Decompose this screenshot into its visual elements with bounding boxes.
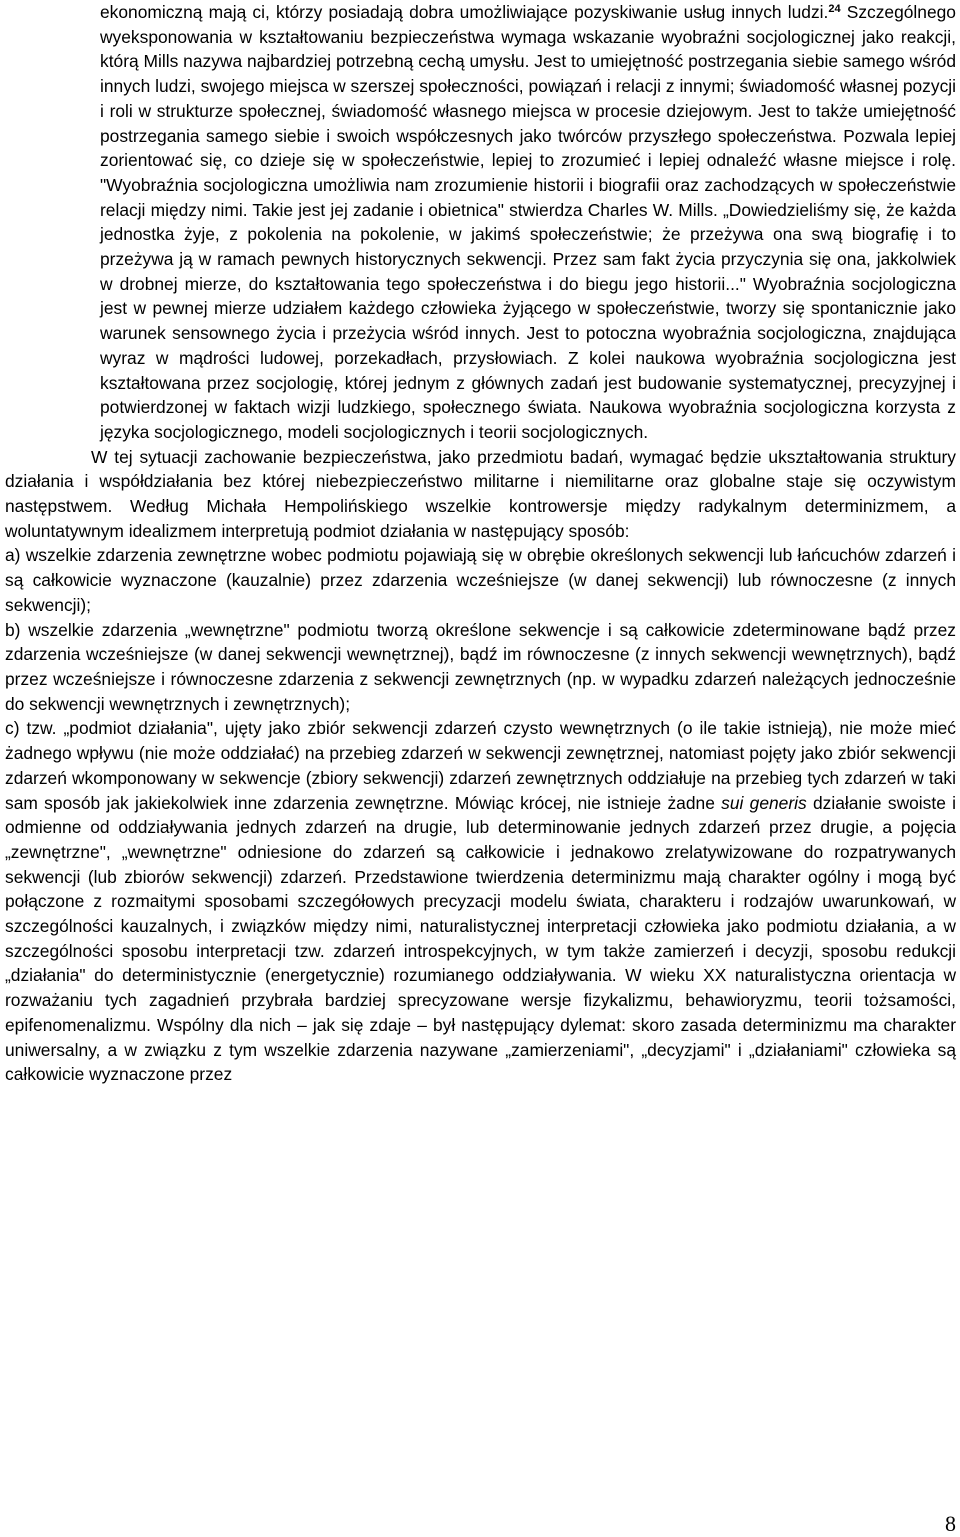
page-number: 8 [945,1511,956,1536]
footnote-reference[interactable]: 24 [828,3,841,15]
item-c-after: działanie swoiste i odmienne od oddziaływania jednych zdarzeń na drugie, lub determinowanie jednych zdarzeń przez drugie, a pojęcia „zewnętrzne", „wewnętrzne" odniesione do zdarzeń są całkowicie i jednakowo zrelatywizowane do rozpatrywanych sekwencji (lub zbiorów sekwencji) zdarzeń. Przedstawione twierdzenia determinizmu mają charakter ogólny i mogą być połączone z rozmaitymi sposobami szczegółowych precyzacji modelu świata, charakteru i rodzajów uwarunkowań, w szczególności kauzalnych, i związków między nimi, naturalistycznej interpretacji człowieka jako podmiotu działania, a w szczególności sposobu interpretacji tzw. zdarzeń introspekcyjnych, w tym także zamierzeń i decyzji, sposobu redukcji „działania" do deterministycznie (energetycznie) rozumianego oddziaływania. W wieku XX naturalistyczna orientacja w rozważaniu tych zagadnień przybrała bardziej sprecyzowane wersje fizykalizmu, behawioryzmu, teorii tożsamości, epifenomenalizmu. Wspólny dla nich – jak się zdaje – był następujący dylemat: skoro zasada determinizmu ma charakter uniwersalny, a w związku z tym wszelkie zdarzenia nazywane „zamierzeniami", „decyzjami" i „działaniami" człowieka są całkowicie wyznaczone przez [5,792,956,1085]
body-paragraph-2: W tej sytuacji zachowanie bezpieczeństwa, jako przedmiotu badań, wymagać będzie ukształtowania struktury działania i współdziałania bez której niebezpieczeństwo militarne i niemilitarne oraz globalne staje się oczywistym następstwem. Według Michała Hempolińskiego wszelkie kontrowersje między radykalnym determinizmem, a woluntatywnym idealizmem interpretują podmiot działania w następujący sposób: [5,446,956,541]
intro-rest: Szczególnego wyeksponowania w kształtowaniu bezpieczeństwa wymaga wskazanie wyobraźni socjologicznej jako reakcji, którą Mills nazywa najbardziej potrzebną cechą umysłu. Jest to umiejętność postrzegania siebie samego wśród innych ludzi, swojego miejsca w szerszej społeczności, powiązań i relacji z innymi; świadomość własnej pozycji i roli w strukturze społecznej, świadomość własnego miejsca w procesie dziejowym. Jest to także umiejętność postrzegania samego siebie i swoich współczesnych jako twórców przyszłego społeczeństwa. Pozwala lepiej zorientować się, co dzieje się w społeczeństwie, lepiej to zrozumieć i lepiej odnaleźć własne miejsce i rolę. "Wyobraźnia socjologiczna umożliwia nam zrozumienie historii i biografii oraz zachodzących w społeczeństwie relacji między nimi. Takie jest jej zadanie i obietnica" stwierdza Charles W. Mills. „Dowiedzieliśmy się, że każda jednostka żyje, z pokolenia na pokolenie, w jakimś społeczeństwie; że przeżywa ona swą biografię i to przeżywa ją w ramach pewnych historycznych sekwencji. Przez sam fakt życia przyczynia się ona, jakkolwiek w drobnej mierze, do kształtowania tego społeczeństwa i do biegu jego historii..." Wyobraźnia socjologiczna jest w pewnej mierze udziałem każdego człowieka żyjącego w społeczeństwie, tworzy się spontanicznie jako warunek sensownego życia i przeżycia wśród innych. Jest to potoczna wyobraźnia socjologiczna, znajdująca wyraz w mądrości ludowej, porzekadłach, przysłowiach. Z kolei naukowa wyobraźnia socjologiczna jest kształtowana przez socjologię, której jednym z głównych zadań jest budowanie systematycznej, precyzyjnej i potwierdzonej w faktach wizji ludzkiego, społecznego świata. Naukowa wyobraźnia socjologiczna korzysta z języka socjologicznego, modeli socjologicznych i teorii socjologicznych. [100,2,956,442]
list-item-c [5,716,956,1087]
intro-first-line: ekonomiczną mają ci, którzy posiadają dobra umożliwiające pozyskiwanie usług innych ludzi. [100,2,829,22]
item-c-before: c) tzw. „podmiot działania", ujęty jako zbiór sekwencji zdarzeń czysto wewnętrznych (o ile takie istnieją), nie może mieć żadnego wpływu (nie może oddziałać) na przebieg zdarzeń w sekwencji zewnętrznej, natomiast pojęty jako zbiór sekwencji zdarzeń wkomponowany w sekwencje (zbiory sekwencji) zdarzeń zewnętrznych oddziałuje na przebieg tych zdarzeń w taki sam sposób jak jakiekolwiek inne zdarzenia zewnętrzne. Mówiąc krócej, nie istnieje żadne [5,718,956,813]
intro-paragraph [5,0,956,445]
item-c-italic: sui generis [721,792,807,813]
list-item-a: a) wszelkie zdarzenia zewnętrzne wobec podmiotu pojawiają się w obrębie określonych sekwencji lub łańcuchów zdarzeń i są całkowicie wyznaczone (kauzalnie) przez zdarzenia wcześniejsze (w danej sekwencji) lub równoczesne (z innych sekwencji); [5,545,956,615]
document-page [5,0,956,1087]
list-item-b: b) wszelkie zdarzenia „wewnętrzne" podmiotu tworzą określone sekwencje i są całkowicie zdeterminowane bądź przez zdarzenia wcześniejsze (w danej sekwencji wewnętrznej), bądź im równoczesne (z innych sekwencji wewnętrznych), bądź przez wcześniejsze i równoczesne zdarzenia z sekwencji zewnętrznych (np. w wypadku zdarzeń należących jednocześnie do sekwencji wewnętrznych i zewnętrznych); [5,619,956,714]
